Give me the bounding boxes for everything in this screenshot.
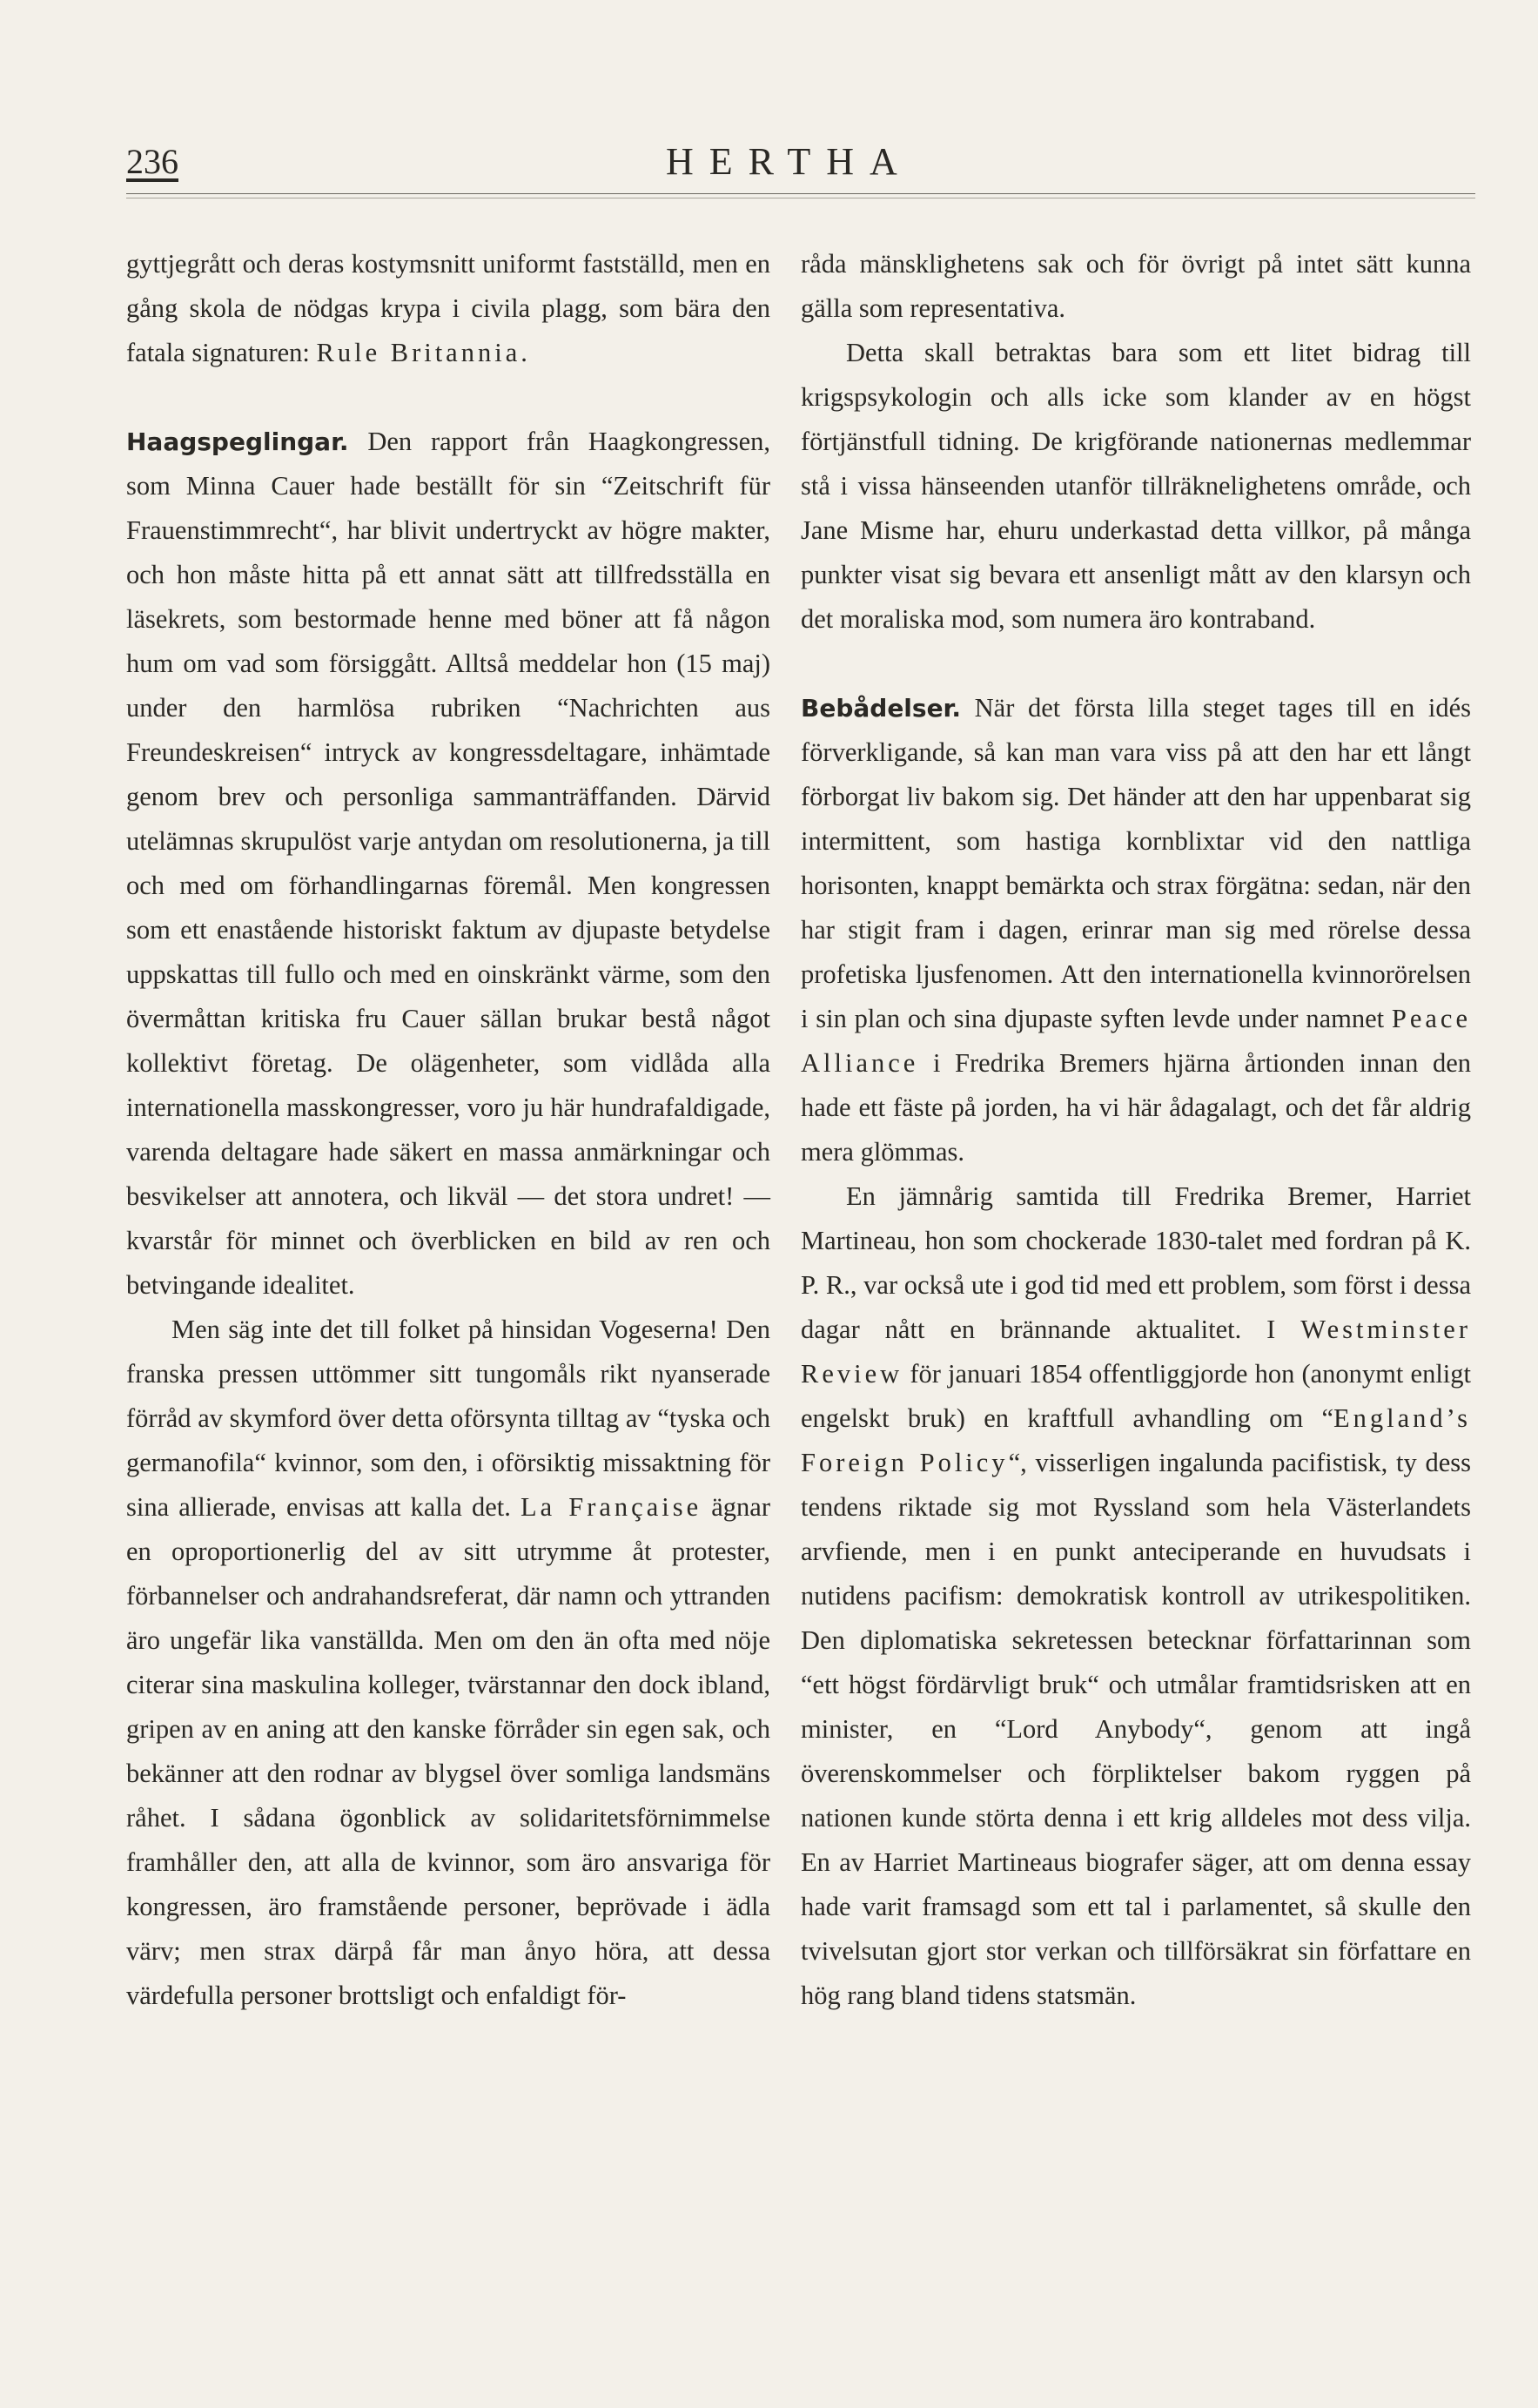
right-column xyxy=(801,242,1471,2018)
paragraph-text: i Fredrika Bremers hjärna årtionden innan den hade ett fäste på jorden, ha vi här ådagalagt, och det får aldrig mera glömmas. xyxy=(801,1048,1471,1167)
paragraph-haagspeglingar xyxy=(126,420,770,1308)
paragraph-2 xyxy=(801,331,1471,642)
paragraph-text: En jämnårig samtida till Fredrika Bremer, Harriet Martineau, hon som chockerade 1830-talet med fordran på K. P. R., var också ute i god tid med ett problem, som först i dessa dagar nått en brännande aktualitet. I xyxy=(801,1181,1471,1344)
paragraph-text: för januari 1854 offentliggjorde hon (anonymt enligt engelskt bruk) en kraftfull avhandling om “ xyxy=(801,1359,1471,1433)
paragraph-3 xyxy=(126,1308,770,2018)
paragraph-bebadelser xyxy=(801,686,1471,1174)
paragraph-text: “, visserligen ingalunda pacifistisk, ty dess tendens riktade sig mot Ryssland som hela Västerlandets arvfiende, men i en punkt anteciperande en huvudsats i nutidens pacifism: demokratisk kontroll av utrikespolitiken. Den diplomatiska sekretessen betecknar författarinnan som “ett högst fördärvligt bruk“ och utmålar framtidsrisken att en minister, en “Lord Anybody“, genom att ingå överenskommelser och förpliktelser bakom ryggen på nationen kunde störta denna i ett krig alldeles mot dess vilja. En av Harriet Martineaus biografer säger, att om denna essay hade varit framsagd som ett tal i parlamentet, så skulle den tvivelsutan gjort stor verkan och tillförsäkrat sin författare en hög rang bland tidens statsmän. xyxy=(801,1448,1471,2010)
paragraph-text: Detta skall betraktas bara som ett litet bidrag till krigspsykologin och alls icke som klander av en högst förtjänstfull tidning. De krigförande nationernas medlemmar stå i vissa hänseenden utanför tillräknelighetens område, och Jane Misme har, ehuru underkastad detta villkor, på många punkter visat sig bevara ett ansenligt mått av den klarsyn och det moraliska mod, som numera äro kontraband. xyxy=(801,338,1471,634)
paragraph-continued xyxy=(801,242,1471,331)
header-rule xyxy=(126,193,1475,194)
spaced-emphasis: Westminster Review xyxy=(801,1315,1471,1389)
section-heading: Haagspeglingar. xyxy=(126,427,349,456)
paragraph-text: När det första lilla steget tages till en idés förverkligande, så kan man vara viss på att den har ett långt förborgat liv bakom sig. Det händer att den har uppenbarat sig intermittent, som hastiga kornblixtar vid den nattliga horisonten, knappt bemärkta och strax förgätna: sedan, när den har stigit fram i dagen, erinrar man sig med rörelse dessa profetiska ljusfenomen. Att den internationella kvinnorörelsen i sin plan och sina djupaste syften levde under namnet xyxy=(801,693,1471,1033)
page-number: 236 xyxy=(126,142,178,181)
paragraph-text: ägnar en oproportionerlig del av sitt utrymme åt protester, förbannelser och andrahandsreferat, där namn och yttranden äro ungefär lika vanställda. Men om den än ofta med nöje citerar sina maskulina kolleger, tvärstannar den dock ibland, gripen av en aning att den kanske förråder sin egen sak, och bekänner att den rodnar av blygsel över somliga landsmäns råhet. I sådana ögonblick av solidaritetsförnimmelse framhåller den, att alla de kvinnor, som äro ansvariga för kongressen, äro framstående personer, beprövade i ädla värv; men strax därpå får man ånyo höra, att dessa värdefulla personer brottsligt och enfaldigt för- xyxy=(126,1492,771,2010)
spaced-emphasis: La Française xyxy=(520,1492,702,1522)
paragraph-text: gyttjegrått och deras kostymsnitt uniformt fastställd, men en gång skola de nödgas krypa i civila plagg, som bära den fatala signaturen: xyxy=(126,249,770,367)
spaced-emphasis: Peace Alliance xyxy=(801,1004,1471,1078)
paragraph-4 xyxy=(801,1174,1471,2018)
section-heading: Bebådelser. xyxy=(801,694,962,723)
paragraph-text: Den rapport från Haagkongressen, som Minna Cauer hade beställt för sin “Zeitschrift für Frauenstimmrecht“, har blivit undertryckt av högre makter, och hon måste hitta på ett annat sätt att tillfredsställa en läsekrets, som bestormade henne med böner att få någon hum om vad som försiggått. Alltså meddelar hon (15 maj) under den harmlösa rubriken “Nachrichten aus Freundeskreisen“ intryck av kongressdeltagare, inhämtade genom brev och personliga sammanträffanden. Därvid utelämnas skrupulöst varje antydan om resolutionerna, ja till och med om förhandlingarnas föremål. Men kongressen som ett enastående historiskt faktum av djupaste betydelse uppskattas till fullo och med en oinskränkt värme, som den övermåttan kritiska fru Cauer sällan brukar bestå något kollektivt företag. De olägenheter, som vidlåda alla internationella masskongresser, voro ju här hundrafaldigade, varenda deltagare hade säkert en massa anmärkningar och besvikelser att annotera, och likväl — det stora undret! — kvarstår för minnet och överblicken en bild av ren och betvingande idealitet. xyxy=(126,427,770,1300)
running-title: HERTHA xyxy=(666,140,913,183)
spaced-emphasis: Rule Britannia. xyxy=(316,338,531,367)
left-column xyxy=(126,242,770,2018)
paragraph-text: råda mänsklighetens sak och för övrigt på intet sätt kunna gälla som representativa. xyxy=(801,249,1471,323)
paragraph-1 xyxy=(126,242,770,375)
paragraph-text: Men säg inte det till folket på hinsidan Vogeserna! Den franska pressen uttömmer sitt tungomåls rikt nyanserade förråd av skymford över detta oförsynta tilltag av “tyska och germanofila“ kvinnor, som den, i oförsiktig missaktning för sina allierade, envisas att kalla det. xyxy=(126,1315,770,1522)
page-header xyxy=(126,138,1475,198)
spaced-emphasis: England’s Foreign Policy xyxy=(801,1403,1471,1477)
